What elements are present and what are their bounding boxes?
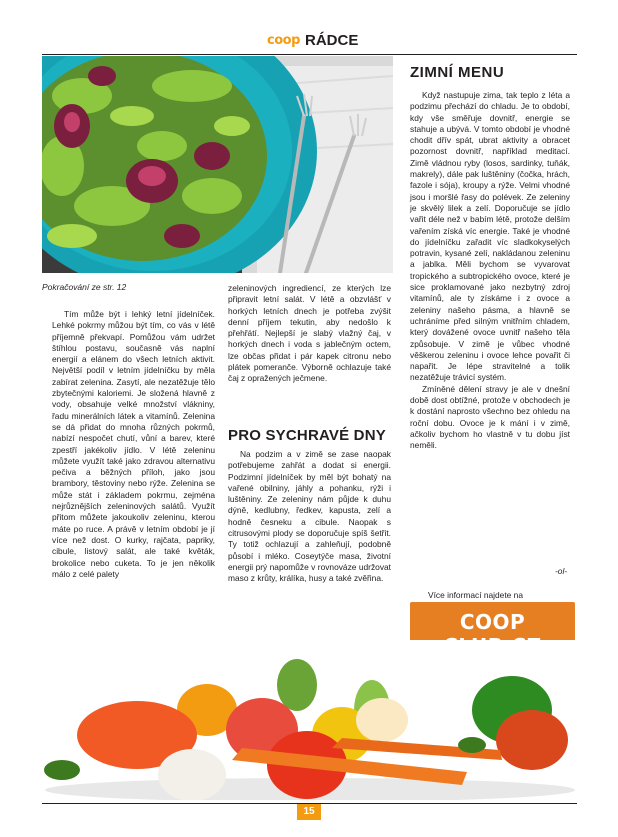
paragraph: Na podzim a v zimě se zase naopak potřebujeme zahřát a dodat si energii. Podzimní jídelníček by měl být bohatý na vařené obilniny, jáhly a pohanku, rýži i luštěniny. Ze zeleniny nám půjde k duhu dýně, kedlubny, ředkev, kapusta, zelí a hodně česneku a cibule. Naopak s citrusovými plody se doporučuje spíš šetřit. Ty totiž ochlazují a zahleňují, podobně působí i mléko. Coseytýče masa, životní energii prý napomůže v rovnováze udržovat maso z krůty, králíka, husy a také zvěřina.	[228, 449, 391, 584]
paragraph: Když nastupuje zima, tak teplo z léta a podzimu přechází do chladu. Je to období, kdy vše směřuje dovnitř, energie se stahuje a ubývá. V tomto období je vhodné chodit dřív spát, ubrat aktivity a obracet pozornost dovnitř, například meditací. Zimě vládnou ryby (losos, sardinky, tuňák, makrely), dále pak luštěniny (čočka, hrách, fazole i sója), kroupy a rýže. Velmi vhodné jsou i moršlé řasy do polévek. Ze zeleniny je skvělý lilek a zelí. Doporučuje se jídlo vařit déle než v babím létě, protože delším vařením získá víc energie. Také je vhodné do jídelníčku zařadit víc sladkokyselých potravin, kysané zelí, nakládanou zeleninu a jablka. Měli bychom se vyvarovat tropického a subtropického ovoce, které je sice proklamované jako nezbytný zdroj vitamínů, ale ty získáme i z ovoce a zeleniny našeho pásma, a hlavně se uchráníme před silným vnitřním chladem, který dovážené ovoce uvnitř našeho těla způsobuje. V zimě je vůbec vhodné věškerou zeleninu i ovoce lehce povařit či napařit. Je lépe stravitelné a tolik nezatěžuje trávicí systém.	[410, 90, 570, 383]
article-column-3	[410, 90, 570, 452]
article-column-1	[52, 309, 215, 580]
article-column-2	[228, 283, 391, 385]
coop-club-banner[interactable]	[410, 602, 575, 644]
page-header	[0, 0, 618, 56]
coop-logo: coop	[267, 33, 300, 48]
paragraph: Tím může být i lehký letní jídelníček. Lehké pokrmy můžou být tím, co vás v létě příjemně překvapí. Pomůžou vám udržet štíhlou postavu, současně vás naplní energií a elánem do všech letních aktivit. Největší podíl v letním jídelníčku by měla zabírat zelenina. Zasytí, ale nezatěžuje tělo zbytečnými kaloriemi. Je složená hlavně z vody, obsahuje velké množství vlákniny, řadu minerálních látek a vitamínů. Zelenina se dá přidat do mnoha různých pokrmů, nabízí nespočet chutí, vůní a barev, které zpestří jakékoliv jídlo. V létě zeleninu můžete využít také jako zdravou alternativu pečiva a běžných příloh, jako jsou brambory, těstoviny nebo rýže. Zelenina se může stát i základem pokrmu, zejména nejrůznějších zeleninových salátů. Využít přitom můžete jakoukoliv zeleninu, kterou máte po ruce. A právě v letním období je jí více než dost. O kurky, rajčata, papriky, cibule, listový salát, ale také květák, brokolice nebo cuketa. To je jen několik málo z celé palety	[52, 309, 215, 579]
coop-club-link[interactable]: COOP	[459, 610, 526, 634]
paragraph: Zmíněné dělení stravy je ale v dnešní době dost obtížné, protože v obchodech je k dostání naprosto všechno bez ohledu na roční dobu. Ovoce je k mání i v zimě, ačkoliv bychom ho vlastně v tu dobu jíst neměli.	[410, 383, 570, 451]
article-column-2b	[228, 449, 391, 585]
top-rule	[42, 54, 577, 55]
salad-photo	[42, 56, 393, 273]
section-title: RÁDCE	[305, 32, 359, 49]
paragraph: zeleninových ingrediencí, ze kterých lze připravit letní salát. V létě a obzvlášť v horkých letních dnech je potřeba zvýšit denní příjem tekutin, aby nedošlo k přehřátí. Nejlepší je slabý vlažný čaj, v horkých dnech i voda s jablečným octem, lze občas přidat i pár kapek citronu nebo plátek pomeranče. Výborně ochlazuje také čaj z opražených ječmene.	[228, 283, 391, 384]
continuation-caption: Pokračování ze str. 12	[42, 282, 127, 292]
author-signature: -ol-	[555, 566, 568, 576]
heading-pro-sychrave-dny: PRO SYCHRAVÉ DNY	[228, 427, 386, 444]
vegetables-photo	[42, 640, 577, 800]
heading-zimni-menu: ZIMNÍ MENU	[410, 64, 505, 81]
page-number: 15	[297, 804, 321, 820]
more-info-text: Více informací najdete na	[428, 590, 523, 600]
